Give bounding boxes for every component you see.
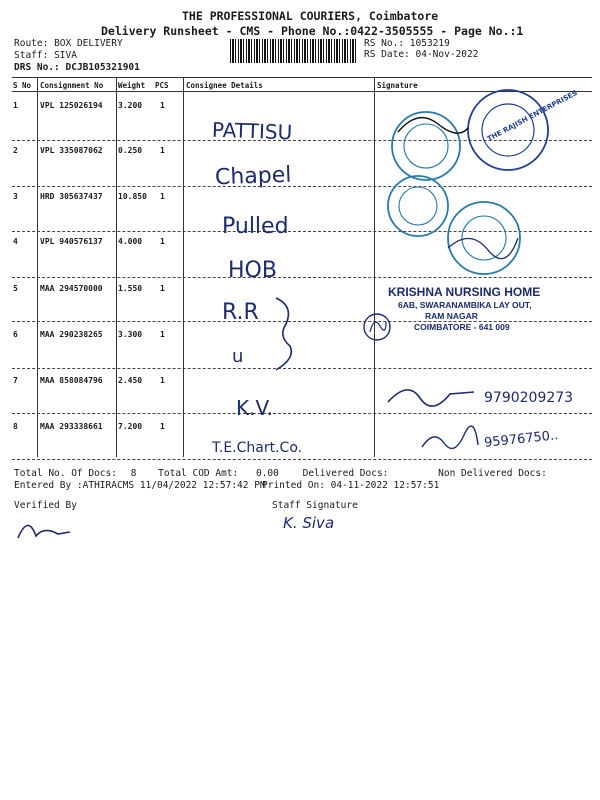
handwritten-name: Chapel <box>214 162 292 191</box>
company-title: THE PROFESSIONAL COURIERS, Coimbatore <box>182 9 439 23</box>
row-pcs: 1 <box>160 330 165 339</box>
total-docs-label: Total No. Of Docs: <box>14 468 117 479</box>
stamp-address-line: 6AB, SWARANAMBIKA LAY OUT, <box>398 300 532 310</box>
total-docs-value: 8 <box>130 468 137 479</box>
barcode <box>230 39 358 63</box>
col-header-sno: S No <box>13 81 32 90</box>
row-weight: 3.200 <box>118 101 143 110</box>
row-divider <box>12 459 592 460</box>
row-sno: 4 <box>13 237 18 246</box>
rs-date-label: RS Date: <box>364 49 410 60</box>
row-sno: 2 <box>13 146 18 155</box>
staff-label: Staff: <box>14 50 49 61</box>
row-sno: 1 <box>13 101 18 110</box>
stamp-address-line: RAM NAGAR <box>425 311 478 321</box>
round-seal-icon <box>392 112 460 180</box>
route-label: Route: <box>14 38 49 49</box>
col-divider <box>116 77 117 457</box>
row-consignment: HRD 305637437 <box>40 192 103 201</box>
row-weight: 2.450 <box>118 376 143 385</box>
rajish-seal-text: THE RAJISH ENTERPRISES <box>486 88 579 144</box>
row-divider <box>12 413 592 414</box>
rs-date-line <box>364 49 478 60</box>
row-pcs: 1 <box>160 284 165 293</box>
row-divider <box>12 368 592 369</box>
row-sno: 8 <box>13 422 18 431</box>
stamp-cluster <box>378 88 578 288</box>
handwritten-phone: 95976750.. <box>483 428 560 451</box>
row-consignment: MAA 290238265 <box>40 330 103 339</box>
runsheet-subtitle: Delivery Runsheet - CMS - Phone No.:0422-3505555 - Page No.:1 <box>101 24 524 38</box>
row-sno: 5 <box>13 284 18 293</box>
row-consignment: VPL 125026194 <box>40 101 103 110</box>
row-pcs: 1 <box>160 237 165 246</box>
row-pcs: 1 <box>160 376 165 385</box>
rs-no-value: 1053219 <box>409 38 450 49</box>
row-sno: 3 <box>13 192 18 201</box>
handwritten-name: R.R <box>222 300 259 325</box>
row-sno: 6 <box>13 330 18 339</box>
verified-by-label: Verified By <box>14 500 77 511</box>
row-pcs: 1 <box>160 422 165 431</box>
drs-line <box>14 62 140 73</box>
handwritten-name: Pulled <box>222 214 289 239</box>
cod-value: 0.00 <box>255 468 279 479</box>
row-consignment: VPL 940576137 <box>40 237 103 246</box>
staff-signature: K. Siva <box>283 514 335 532</box>
stamp-address-line: COIMBATORE - 641 009 <box>414 322 510 332</box>
col-header-signature: Signature <box>377 81 418 90</box>
non-delivered-label: Non Delivered Docs: <box>438 468 547 479</box>
row-weight: 3.300 <box>118 330 143 339</box>
staff-signature-label: Staff Signature <box>272 500 358 511</box>
round-seal-icon <box>388 176 448 236</box>
nursing-home-stamp: KRISHNA NURSING HOME <box>388 285 541 299</box>
printed-on: Printed On: 04-11-2022 12:57:51 <box>262 480 440 491</box>
handwritten-name: PATTISU <box>211 117 293 145</box>
row-pcs: 1 <box>160 101 165 110</box>
handwritten-brace-icon <box>270 296 300 372</box>
row-weight: 0.250 <box>118 146 143 155</box>
row-weight: 10.850 <box>118 192 147 201</box>
staff-value: SIVA <box>54 50 77 61</box>
rs-date-value: 04-Nov-2022 <box>415 49 479 60</box>
col-header-consignment: Consignment No <box>40 81 104 90</box>
drs-value: DCJB105321901 <box>65 62 140 73</box>
col-header-pcs: PCS <box>155 81 169 90</box>
delivered-label: Delivered Docs: <box>302 468 389 479</box>
col-header-weight: Weight <box>118 81 146 90</box>
route-value: BOX DELIVERY <box>54 38 123 49</box>
row-consignment: MAA 858084796 <box>40 376 103 385</box>
handwritten-name: u <box>232 346 244 367</box>
row-weight: 7.200 <box>118 422 143 431</box>
row-pcs: 1 <box>160 192 165 201</box>
row-weight: 1.550 <box>118 284 143 293</box>
row-consignment: MAA 294570000 <box>40 284 103 293</box>
verified-signature-icon <box>14 512 74 542</box>
handwritten-name: HOB <box>228 258 277 283</box>
rs-no-line <box>364 38 450 49</box>
handwritten-phone: 9790209273 <box>484 390 574 406</box>
footer-totals <box>14 468 547 479</box>
handwritten-name: K.V. <box>236 396 273 420</box>
cod-label: Total COD Amt: <box>158 468 239 479</box>
handwritten-name: T.E.Chart.Co. <box>212 440 303 456</box>
signature-scribble-icon <box>386 380 476 408</box>
staff-line <box>14 50 77 61</box>
entered-by: Entered By :ATHIRACMS 11/04/2022 12:57:42 PM <box>14 480 266 491</box>
round-seal-icon <box>448 202 520 274</box>
col-divider <box>183 77 184 457</box>
col-header-consignee: Consignee Details <box>186 81 263 90</box>
row-consignment: VPL 335087062 <box>40 146 103 155</box>
row-sno: 7 <box>13 376 18 385</box>
signature-scribble-icon <box>448 238 518 259</box>
route-line <box>14 38 123 49</box>
row-pcs: 1 <box>160 146 165 155</box>
circled-signature-icon <box>360 310 394 344</box>
col-divider <box>374 77 375 457</box>
col-divider <box>37 77 38 457</box>
table-top-rule <box>12 77 592 78</box>
rs-no-label: RS No.: <box>364 38 405 49</box>
signature-scribble-icon <box>420 425 480 455</box>
drs-label: DRS No.: <box>14 62 60 73</box>
row-weight: 4.000 <box>118 237 143 246</box>
row-consignment: MAA 293338661 <box>40 422 103 431</box>
